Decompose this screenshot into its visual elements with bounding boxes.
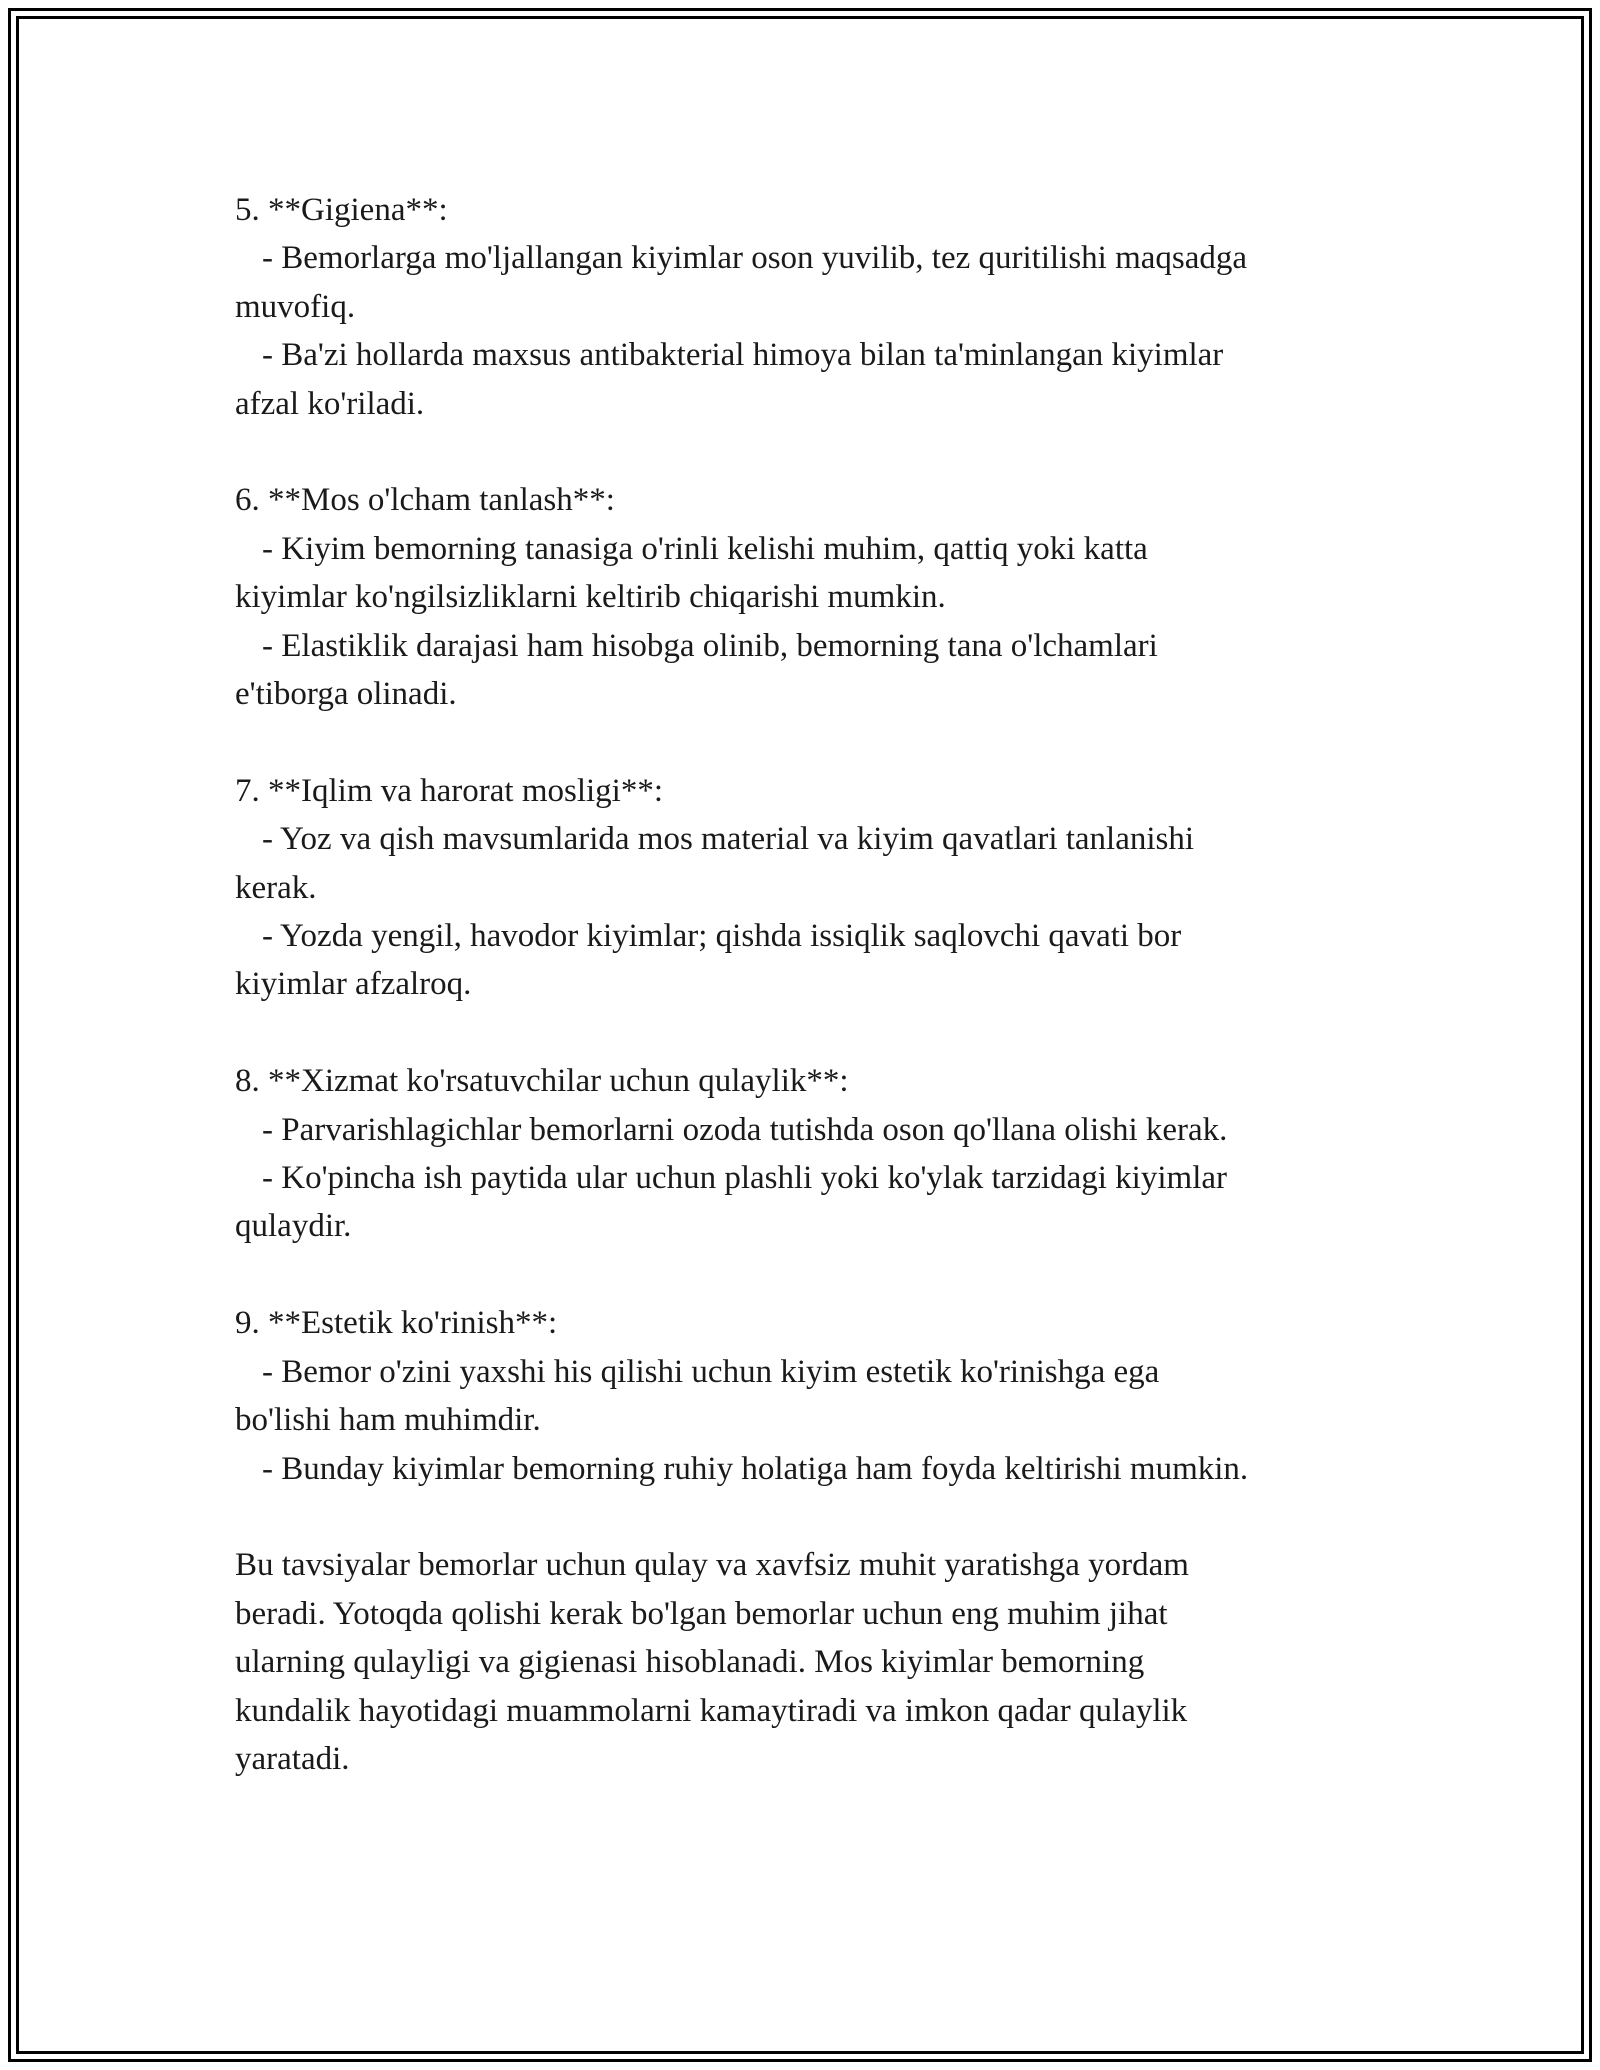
bullet-text: - Yoz va qish mavsumlarida mos material va kiyim qavatlari tanlanishi [262, 821, 1195, 858]
bullet-line [235, 622, 1395, 670]
bullet-text: - Yozda yengil, havodor kiyimlar; qishda issiqlik saqlovchi qavati bor [262, 918, 1182, 955]
conclusion-line: Bu tavsiyalar bemorlar uchun qulay va xavfsiz muhit yaratishga yordam [235, 1547, 1189, 1584]
section-gigiena [235, 186, 1395, 428]
section-mos-olcham [235, 476, 1395, 718]
section-heading: 9. **Estetik ko'rinish**: [235, 1305, 558, 1342]
conclusion-paragraph [235, 1541, 1395, 1783]
conclusion-line: beradi. Yotoqda qolishi kerak bo'lgan bemorlar uchun eng muhim jihat [235, 1595, 1168, 1632]
bullet-continuation: e'tiborga olinadi. [235, 676, 457, 713]
bullet-text: - Bunday kiyimlar bemorning ruhiy holatiga ham foyda keltirishi mumkin. [262, 1450, 1249, 1487]
bullet-line [235, 912, 1395, 960]
section-heading: 6. **Mos o'lcham tanlash**: [235, 482, 615, 519]
conclusion-line: kundalik hayotidagi muammolarni kamaytiradi va imkon qadar qulaylik [235, 1692, 1188, 1729]
section-xizmat [235, 1057, 1395, 1251]
bullet-continuation: kiyimlar afzalroq. [235, 966, 472, 1003]
bullet-continuation: kerak. [235, 869, 317, 906]
bullet-continuation: kiyimlar ko'ngilsizliklarni keltirib chiqarishi mumkin. [235, 579, 946, 616]
bullet-text: - Kiyim bemorning tanasiga o'rinli kelishi muhim, qattiq yoki katta [262, 530, 1148, 567]
bullet-line [235, 331, 1395, 379]
bullet-line [235, 1154, 1395, 1202]
section-iqlim [235, 767, 1395, 1009]
bullet-text: - Ba'zi hollarda maxsus antibakterial himoya bilan ta'minlangan kiyimlar [262, 337, 1224, 374]
bullet-continuation: afzal ko'riladi. [235, 385, 425, 422]
bullet-line [235, 1106, 1395, 1154]
section-heading: 8. **Xizmat ko'rsatuvchilar uchun qulaylik**: [235, 1063, 849, 1100]
section-estetik [235, 1299, 1395, 1493]
bullet-continuation: bo'lishi ham muhimdir. [235, 1402, 541, 1439]
bullet-text: - Elastiklik darajasi ham hisobga olinib, bemorning tana o'lchamlari [262, 627, 1158, 664]
bullet-line [235, 1445, 1395, 1493]
section-heading: 7. **Iqlim va harorat mosligi**: [235, 772, 664, 809]
bullet-line [235, 1348, 1395, 1396]
bullet-line [235, 815, 1395, 863]
bullet-line [235, 525, 1395, 573]
bullet-text: - Ko'pincha ish paytida ular uchun plashli yoki ko'ylak tarzidagi kiyimlar [262, 1160, 1227, 1197]
conclusion-line: yaratadi. [235, 1740, 350, 1777]
bullet-text: - Bemor o'zini yaxshi his qilishi uchun kiyim estetik ko'rinishga ega [262, 1353, 1160, 1390]
bullet-text: - Bemorlarga mo'ljallangan kiyimlar oson yuvilib, tez quritilishi maqsadga [262, 240, 1248, 277]
bullet-continuation: muvofiq. [235, 288, 356, 325]
bullet-text: - Parvarishlagichlar bemorlarni ozoda tutishda oson qo'llana olishi kerak. [262, 1111, 1228, 1148]
bullet-continuation: qulaydir. [235, 1208, 352, 1245]
section-heading: 5. **Gigiena**: [235, 192, 448, 228]
conclusion-line: ularning qulayligi va gigienasi hisoblanadi. Mos kiyimlar bemorning [235, 1644, 1145, 1681]
bullet-line [235, 234, 1395, 282]
document-body [235, 186, 1395, 1783]
